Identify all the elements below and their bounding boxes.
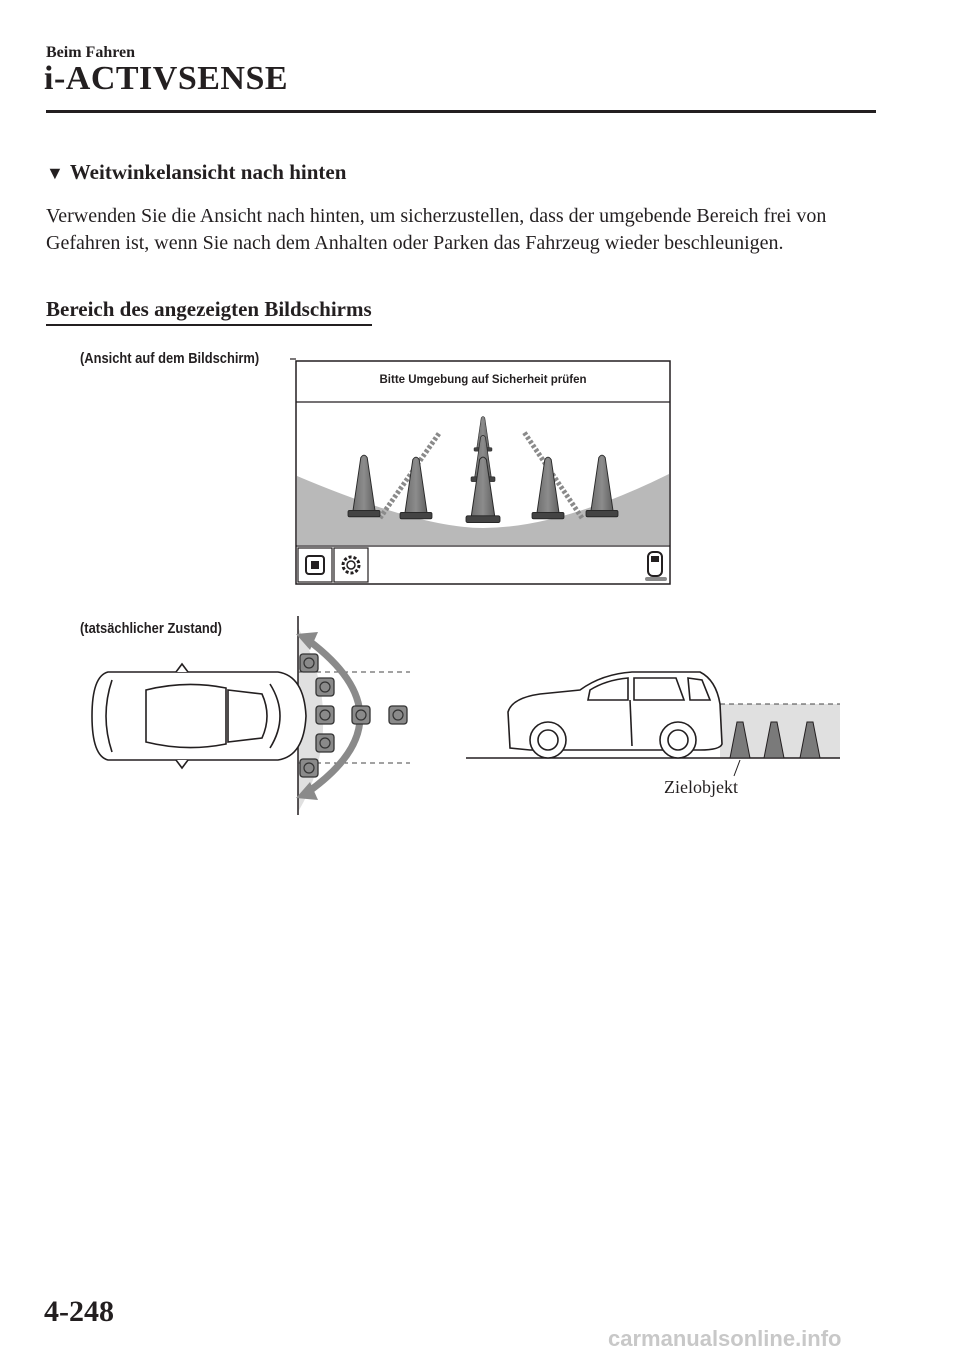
target-object-label: Zielobjekt — [664, 777, 738, 797]
screen-view-label: (Ansicht auf dem Bildschirm) — [80, 350, 260, 367]
actual-state-label: (tatsächlicher Zustand) — [80, 620, 222, 637]
side-view — [466, 672, 840, 776]
car-top-view — [92, 664, 306, 768]
triangle-marker-icon: ▼ — [46, 163, 64, 183]
screen-title: Bitte Umgebung auf Sicherheit prüfen — [379, 374, 587, 386]
subsection-heading-text: Weitwinkelansicht nach hinten — [69, 160, 347, 184]
top-down-view — [92, 616, 410, 815]
page-number: 4-248 — [44, 1295, 114, 1328]
settings-gear-icon[interactable] — [334, 548, 368, 582]
figure-heading: Bereich des angezeigten Bildschirms — [46, 297, 372, 326]
chapter-title: i-ACTIVSENSE — [44, 60, 289, 97]
camera-screen — [296, 361, 670, 584]
section-label: Beim Fahren — [46, 44, 136, 61]
car-side-view — [508, 672, 722, 758]
body-paragraph: Verwenden Sie die Ansicht nach hinten, um sicherzustellen, dass der umgebende Bereich frei von Gefahren ist, wenn Sie nach dem Anhalten oder Parken das Fahrzeug wieder beschleunigen. — [46, 205, 827, 254]
traffic-cone-icon — [730, 722, 820, 758]
watermark: carmanualsonline.info — [608, 1326, 842, 1351]
camera-switch-icon[interactable] — [298, 548, 332, 582]
